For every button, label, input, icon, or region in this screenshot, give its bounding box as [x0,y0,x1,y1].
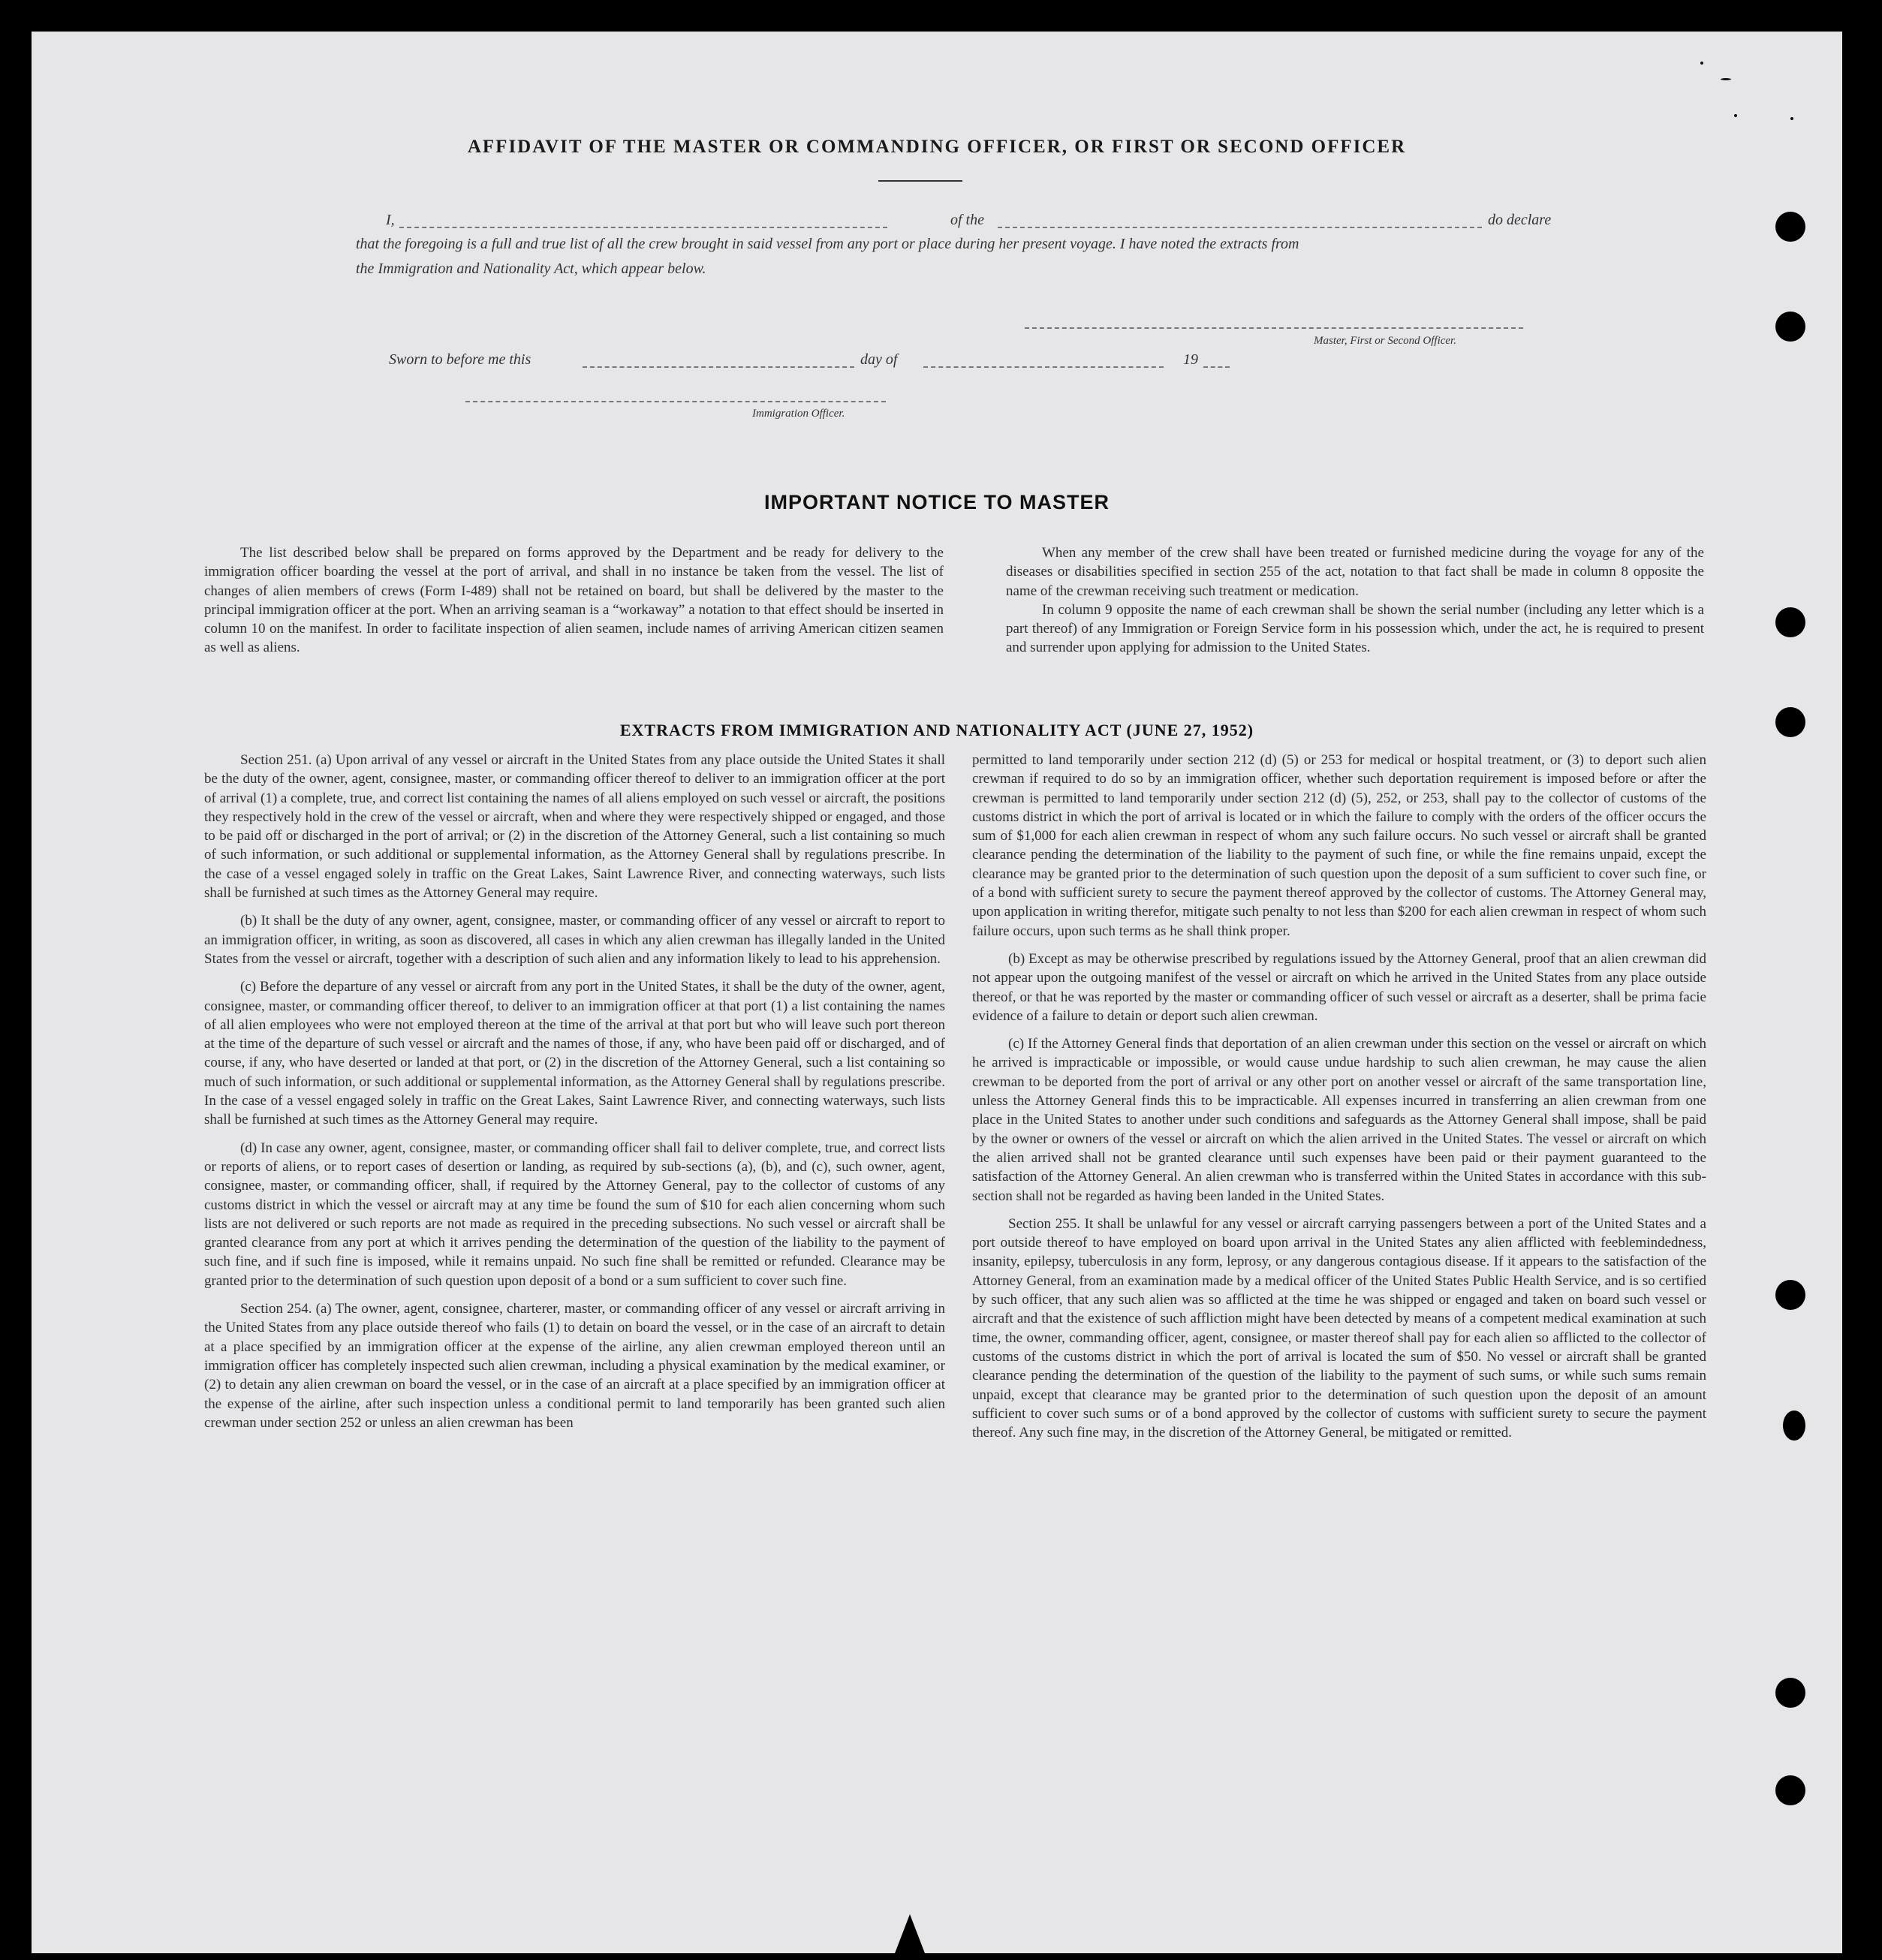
year-label: 19 [1183,351,1198,368]
section-254-c: (c) If the Attorney General finds that deportation of an alien crewman under this section on the vessel or aircraft on which he arrived is impracticable or impossible, or would cause undue hardship to such alien crewman, he may cause the alien crewman to be deported from the port of arrival or any other port on another vessel or aircraft of the same transportation line, unless the Attorney General finds this to be impracticable. All expenses incurred in transferring an alien crewman from one place in the United States to another under such conditions and safeguards as the Attorney General shall impose, shall be paid by the owner or owners of the vessel or aircraft on which the alien arrived in the United States. The vessel or aircraft on which the alien arrived shall not be granted clearance until such expenses have been paid or their payment guaranteed to the satisfaction of the Attorney General. An alien crewman who is transferred within the United States in accordance with this sub-section shall not be regarded as having been landed in the United States. [972,1036,1706,1204]
master-caption: Master, First or Second Officer. [1314,335,1456,347]
notice-paragraph: When any member of the crew shall have been treated or furnished medicine during the voyage for any of the diseases or disabilities specified in section 255 of the act, notation to that fact shall be made in column 8 opposite the name of the crewman receiving such treatment or medication. [1006,545,1704,599]
binder-hole [1775,1678,1805,1708]
notice-title: IMPORTANT NOTICE TO MASTER [764,491,1110,513]
binder-hole [1775,212,1805,242]
section-251-a: Section 251. (a) Upon arrival of any vessel or aircraft in the United States from any place outside the United States it shall be the duty of the owner, agent, consignee, master, or commanding officer thereof to deliver to an immigration officer at the port of arrival (1) a complete, true, and correct list containing the names of all aliens employed on such vessel or aircraft, the positions they respectively hold in the crew of the vessel or aircraft, when and where they were respectively shipped or engaged, and those to be paid off or discharged in the port of arrival; or (2) in the discretion of the Attorney General, such a list containing so much of such information, or such additional or supplemental information, as the Attorney General shall by regulations prescribe. In the case of a vessel engaged solely in traffic on the Great Lakes, Saint Lawrence River, and connecting waterways, such lists shall be furnished at such times as the Attorney General may require. [204,752,945,902]
scan-speck [1790,117,1793,120]
extracts-right-column [972,751,1706,1451]
extracts-left-column [204,751,945,1441]
month-blank[interactable] [923,366,1164,368]
day-blank[interactable] [583,366,854,368]
name-blank[interactable] [399,227,887,228]
notice-paragraph: In column 9 opposite the name of each crewman shall be shown the serial number (including any letter which is a part thereof) of any Immigration or Foreign Service form in his possession which, under the act, he is required to present and surrender upon applying for admission to the United States. [1006,601,1704,656]
do-declare-label: do declare [1488,212,1552,228]
title-rule [878,180,962,182]
scan-speck [1721,78,1731,80]
notice-paragraph: The list described below shall be prepared on forms approved by the Department and be ready for delivery to the immigration officer boarding the vessel at the port of arrival, and shall in no instance be taken from the vessel. The list of changes of alien members of crews (Form I-489) shall not be retained on board, but shall be delivered by the master to the principal immigration officer at the port. When an arriving seaman is a “workaway” a notation to that effect should be inserted in column 10 on the manifest. In order to facilitate inspection of alien seamen, include names of arriving American citizen seamen as well as aliens. [204,545,944,656]
year-blank[interactable] [1203,366,1230,368]
section-255: Section 255. It shall be unlawful for any vessel or aircraft carrying passengers between a port of the United States and a port outside thereof to have employed on board upon arrival in the United States any alien afflicted with feeblemindedness, insanity, epilepsy, tuberculosis in any form, leprosy, or any dangerous contagious disease. If it appears to the satisfaction of the Attorney General, from an examination made by a medical officer of the United States Public Health Service, and is so certified by such officer, that any such alien was so afflicted at the time he was shipped or engaged and taken on board such vessel or aircraft and that the existence of such affliction might have been detected by means of a competent medical examination at such time, the owner, commanding officer, agent, consignee, or master thereof shall pay for each alien so afflicted to the collector of customs of the customs district in which the port of arrival is located the sum of $50. No vessel or aircraft shall be granted clearance pending the determination of the question of the liability to the payment of such sums, or while such sums remain unpaid, except that clearance may be granted prior to the determination of such question upon the deposit of an amount sufficient to cover such sums or of a bond approved by the collector of customs with sufficient surety to secure the payment thereof. Any such fine may, in the discretion of the Attorney General, be mitigated or remitted. [972,1215,1706,1441]
scan-speck [1700,62,1703,65]
section-254-a: Section 254. (a) The owner, agent, consignee, charterer, master, or commanding officer of any vessel or aircraft arriving in the United States from any place outside thereof who fails (1) to detain on board the vessel, or in the case of an aircraft to detain at a place specified by an immigration officer at the expense of the airline, any alien crewman employed thereon until an immigration officer has completely inspected such alien crewman, including a physical examination by the medical examiner, or (2) to detain any alien crewman on board the vessel, or in the case of an aircraft at a place specified by an immigration officer at the expense of the airline, after such inspection unless a conditional permit to land temporarily has been granted such alien crewman under section 252 or unless an alien crewman has been [204,1301,945,1431]
binder-hole [1775,1775,1805,1805]
scan-speck [1734,114,1737,117]
declaration-text-cont: the Immigration and Nationality Act, which appear below. [356,260,706,277]
section-254-a-cont: permitted to land temporarily under section 212 (d) (5) or 253 for medical or hospital treatment, or (3) to deport such alien crewman if required to do so by an immigration officer, whether such deportation requirement is imposed before or after the crewman is permitted to land temporarily under section 212 (d) (5), 252, or 253, shall pay to the collector of customs of the customs district in which the port of arrival is located or in which the failure to comply with the orders of the officer occurs the sum of $1,000 for each alien crewman in respect of whom any such failure occurs. No such vessel or aircraft shall be granted clearance pending the determination of the liability to the payment of such fine, or while the fine remains unpaid, except the clearance may be granted prior to the determination of such question upon the deposit of a sum sufficient to cover such fine, or of a bond with sufficient surety to secure the payment thereof approved by the collector of customs. The Attorney General may, upon application in writing therefor, mitigate such penalty to not less than $200 for each alien crewman in respect of whom such failure occurs, upon such terms as he shall think proper. [972,752,1706,939]
sworn-label: Sworn to before me this [389,351,531,368]
affidavit-title: AFFIDAVIT OF THE MASTER OR COMMANDING OFFICER, OR FIRST OR SECOND OFFICER [467,137,1407,157]
day-of-label: day of [860,351,898,368]
sworn-line [389,351,1245,374]
binder-hole [1783,1411,1805,1441]
binder-hole [1775,607,1805,637]
section-251-b: (b) It shall be the duty of any owner, agent, consignee, master, or commanding officer of any vessel or aircraft to report to an immigration officer, in writing, as soon as discovered, all cases in which any alien crewman has illegally landed in the United States from the vessel or aircraft, together with a description of such alien and any information likely to lead to his apprehension. [204,913,945,967]
extracts-title: EXTRACTS FROM IMMIGRATION AND NATIONALITY ACT (JUNE 27, 1952) [619,721,1254,739]
document-page [32,32,1842,1953]
declaration-text: that the foregoing is a full and true list of all the crew brought in said vessel from any port or place during her present voyage. I have noted the extracts from [356,236,1299,252]
i-label: I, [386,212,395,228]
section-251-d: (d) In case any owner, agent, consignee, master, or commanding officer shall fail to deliver complete, true, and correct lists or reports of aliens, or to report cases of desertion or landing, as required by sub-sections (a), (b), and (c), such owner, agent, consignee, master, or commanding officer, shall, if required by the Attorney General, pay to the collector of customs of any customs district in which the vessel or aircraft may at any time be found the sum of $10 for each alien concerning whom such lists are not delivered or such reports are not made as required in the preceding subsections. No such vessel or aircraft shall be granted clearance from any port at which it arrives pending the determination of the question of the liability to the payment of such fine, and if such fine is imposed, while it remains unpaid. No such fine shall be remitted or refunded. Clearance may be granted prior to the determination of such question upon deposit of a bond or a sum sufficient to cover such fine. [204,1140,945,1289]
immigration-officer-caption: Immigration Officer. [752,408,845,420]
declaration-line [356,212,1553,234]
page-notch [895,1914,925,1953]
section-251-c: (c) Before the departure of any vessel or aircraft from any port in the United States, it shall be the duty of the owner, agent, consignee, master, or commanding officer thereof, to deliver to an immigration officer at that port (1) a list containing the names of all alien employees who were not employed thereon at the time of the arrival at that port but who will leave such port thereon at the time of the departure of such vessel or aircraft and the names of those, if any, who have been paid off or discharged, and of course, if any, who have deserted or landed at that port, or (2) in the discretion of the Attorney General, such a list containing so much of such information, or such additional or supplemental information, as the Attorney General shall by regulations prescribe. In the case of a vessel engaged solely in traffic on the Great Lakes, Saint Lawrence River, and connecting waterways, such lists shall be furnished at such times as the Attorney General may require. [204,979,945,1128]
binder-hole [1775,1280,1805,1310]
vessel-blank[interactable] [998,227,1482,228]
notice-right-column [1006,543,1704,667]
binder-hole [1775,312,1805,342]
of-the-label: of the [950,212,984,228]
master-signature-line[interactable] [1025,327,1523,329]
section-254-b: (b) Except as may be otherwise prescribed by regulations issued by the Attorney General, proof that an alien crewman did not appear upon the outgoing manifest of the vessel or aircraft on which he arrived in the United States from any place outside thereof, or that he was reported by the master or commanding officer of such vessel or aircraft as a deserter, shall be prima facie evidence of a failure to detain or deport such alien crewman. [972,950,1706,1024]
officer-signature-line[interactable] [465,401,886,402]
notice-left-column [204,543,944,667]
